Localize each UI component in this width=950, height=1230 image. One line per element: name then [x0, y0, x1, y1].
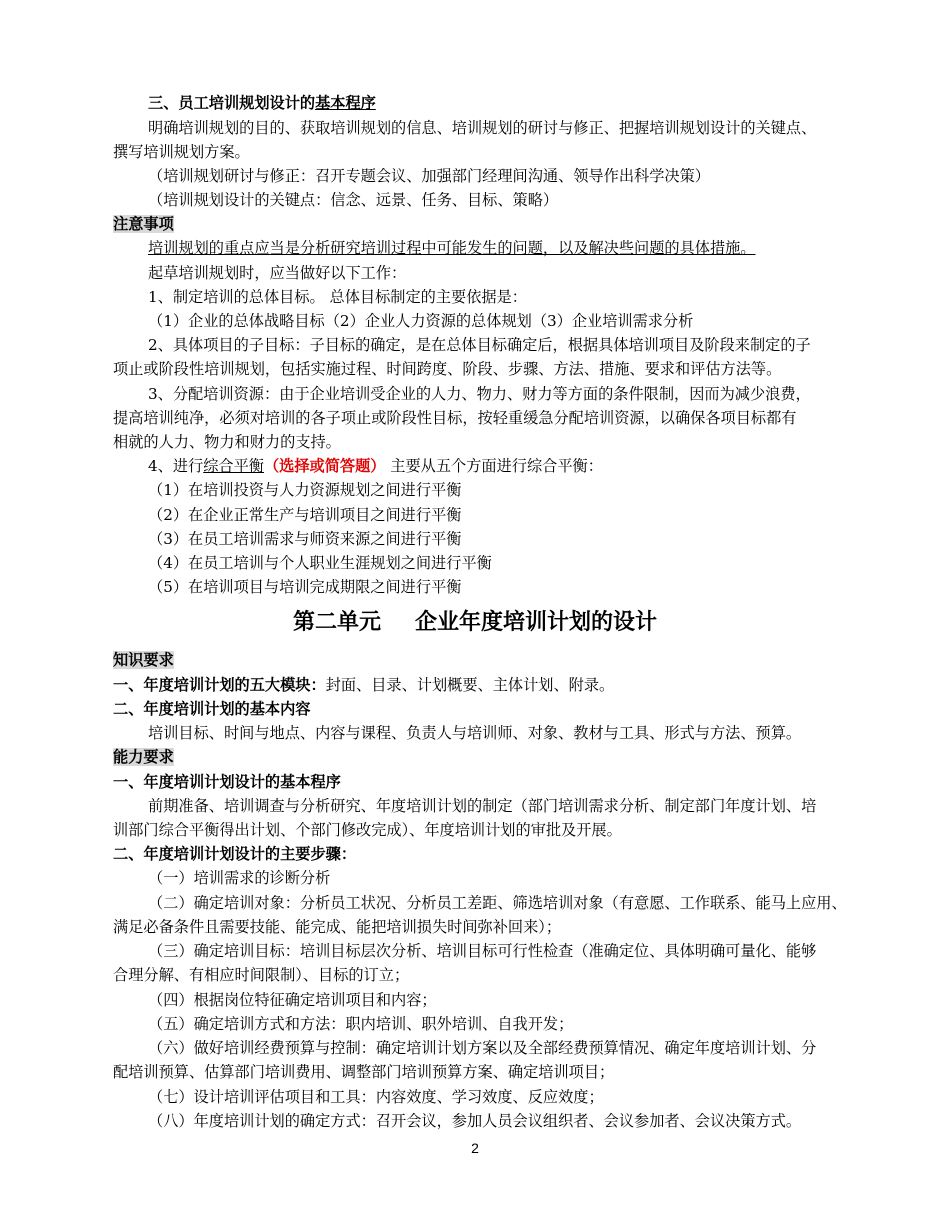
- section-3-body-line-1: 明确培训规划的目的、获取培训规划的信息、培训规划的研讨与修正、把握培训规划设计的关键点、: [148, 119, 817, 137]
- step-6-line-2: 配培训预算、估算部门培训费用、调整部门培训预算方案、确定培训项目；: [113, 1063, 615, 1081]
- step-2-line-2: 满足必备条件且需要技能、能完成、能把培训损失时间弥补回来）；: [113, 918, 562, 936]
- knowledge-heading-2-text: 培训目标、时间与地点、内容与课程、负责人与培训师、对象、教材与工具、形式与方法、预算。: [148, 724, 802, 742]
- ability-heading-1-text-line-1: 前期准备、培训调查与分析研究、年度培训计划的制定（部门培训需求分析、制定部门年度计划、培: [148, 797, 817, 815]
- step-3-line-1: （三）确定培训目标：培训目标层次分析、培训目标可行性检查（准确定位、具体明确可量化、能够: [148, 942, 817, 960]
- section-3-heading: [148, 93, 376, 113]
- section-3-heading-text: 三、员工培训规划设计的: [148, 94, 316, 112]
- ability-label: 能力要求: [113, 748, 174, 766]
- step-8: （八）年度培训计划的确定方式：召开会议，参加人员会议组织者、会议参加者、会议决策方式。: [148, 1112, 802, 1130]
- section-3-heading-underlined: 基本程序: [315, 94, 376, 112]
- unit-2-title-right: 企业年度培训计划的设计: [415, 610, 658, 635]
- notes-item-2-line-2: 项止或阶段性培训规划，包括实施过程、时间跨度、阶段、步骤、方法、措施、要求和评估方法等。: [113, 360, 782, 378]
- notes-item-4-prefix: 4、进行: [148, 457, 204, 475]
- notes-item-4: [148, 456, 603, 476]
- notes-item-3-line-1: 3、分配培训资源：由于企业培训受企业的人力、物力、财力等方面的条件限制，因而为减少浪费，: [148, 385, 811, 403]
- ability-heading-1-text-line-2: 训部门综合平衡得出计划、个部门修改完成）、年度培训计划的审批及开展。: [113, 821, 622, 839]
- unit-2-title-left: 第二单元: [292, 610, 381, 635]
- notes-item-2-line-1: 2、具体项目的子目标：子目标的确定，是在总体目标确定后，根据具体培训项目及阶段来制定的子: [148, 336, 811, 354]
- balance-item-1: （1）在培训投资与人力资源规划之间进行平衡: [148, 481, 462, 499]
- balance-item-4: （4）在员工培训与个人职业生涯规划之间进行平衡: [148, 554, 492, 572]
- step-5: （五）确定培训方式和方法：职内培训、职外培训、自我开发；: [148, 1015, 574, 1033]
- step-1: （一）培训需求的诊断分析: [148, 869, 331, 887]
- notes-item-4-underlined: 综合平衡: [203, 457, 264, 475]
- ability-heading-2: 二、年度培训计划设计的主要步骤：: [113, 845, 356, 863]
- notes-item-4-paren-close: ）: [370, 457, 386, 475]
- section-3-body-line-2: 撰写培训规划方案。: [113, 143, 250, 161]
- knowledge-label-row: [113, 650, 174, 670]
- page-number: 2: [471, 1140, 479, 1156]
- notes-item-4-paren-open: （: [263, 457, 280, 475]
- knowledge-heading-2: 二、年度培训计划的基本内容: [113, 700, 311, 718]
- notes-item-4-suffix: 主要从五个方面进行综合平衡：: [385, 457, 603, 475]
- ability-label-row: [113, 747, 174, 767]
- notes-item-1-basis: （1）企业的总体战略目标（2）企业人力资源的总体规划（3）企业培训需求分析: [148, 312, 694, 330]
- notes-item-3-line-3: 相就的人力、物力和财力的支持。: [113, 433, 341, 451]
- notes-item-1: 1、制定培训的总体目标。 总体目标制定的主要依据是：: [148, 288, 527, 306]
- section-3-note-1: （培训规划研讨与修正：召开专题会议、加强部门经理间沟通、领导作出科学决策）: [148, 167, 710, 185]
- notes-item-4-question-type: 选择或简答题: [279, 457, 371, 475]
- notes-label-row: [113, 214, 174, 234]
- ability-heading-1: 一、年度培训计划设计的基本程序: [113, 773, 341, 791]
- knowledge-heading-1-text: 封面、目录、计划概要、主体计划、附录。: [325, 676, 615, 694]
- notes-item-3-line-2: 提高培训纯净，必须对培训的各子项止或阶段性目标，按轻重缓急分配培训资源，以确保各项目标都有: [113, 409, 797, 427]
- section-3-note-2: （培训规划设计的关键点：信念、远景、任务、目标、策略）: [148, 191, 559, 209]
- step-6-line-1: （六）做好培训经费预算与控制：确定培训计划方案以及全部经费预算情况、确定年度培训计划、分: [148, 1039, 817, 1057]
- balance-item-2: （2）在企业正常生产与培训项目之间进行平衡: [148, 506, 462, 524]
- balance-item-3: （3）在员工培训需求与师资来源之间进行平衡: [148, 530, 462, 548]
- notes-focus-statement: 培训规划的重点应当是分析研究培训过程中可能发生的问题，以及解决些问题的具体措施。: [148, 239, 756, 257]
- step-3-line-2: 合理分解、有相应时间限制）、目标的订立；: [113, 966, 410, 984]
- knowledge-heading-1-bold: 一、年度培训计划的五大模块：: [113, 676, 326, 694]
- balance-item-5: （5）在培训项目与培训完成期限之间进行平衡: [148, 578, 462, 596]
- step-2-line-1: （二）确定培训对象：分析员工状况、分析员工差距、筛选培训对象（有意愿、工作联系、能马上应用、: [148, 894, 847, 912]
- step-4: （四）根据岗位特征确定培训项目和内容；: [148, 991, 437, 1009]
- knowledge-label: 知识要求: [113, 651, 174, 669]
- notes-label: 注意事项: [113, 215, 174, 233]
- notes-intro: 起草培训规划时，应当做好以下工作：: [148, 264, 407, 282]
- unit-2-title: [0, 608, 950, 638]
- step-7: （七）设计培训评估项目和工具：内容效度、学习效度、反应效度；: [148, 1088, 604, 1106]
- knowledge-heading-1: [113, 675, 614, 695]
